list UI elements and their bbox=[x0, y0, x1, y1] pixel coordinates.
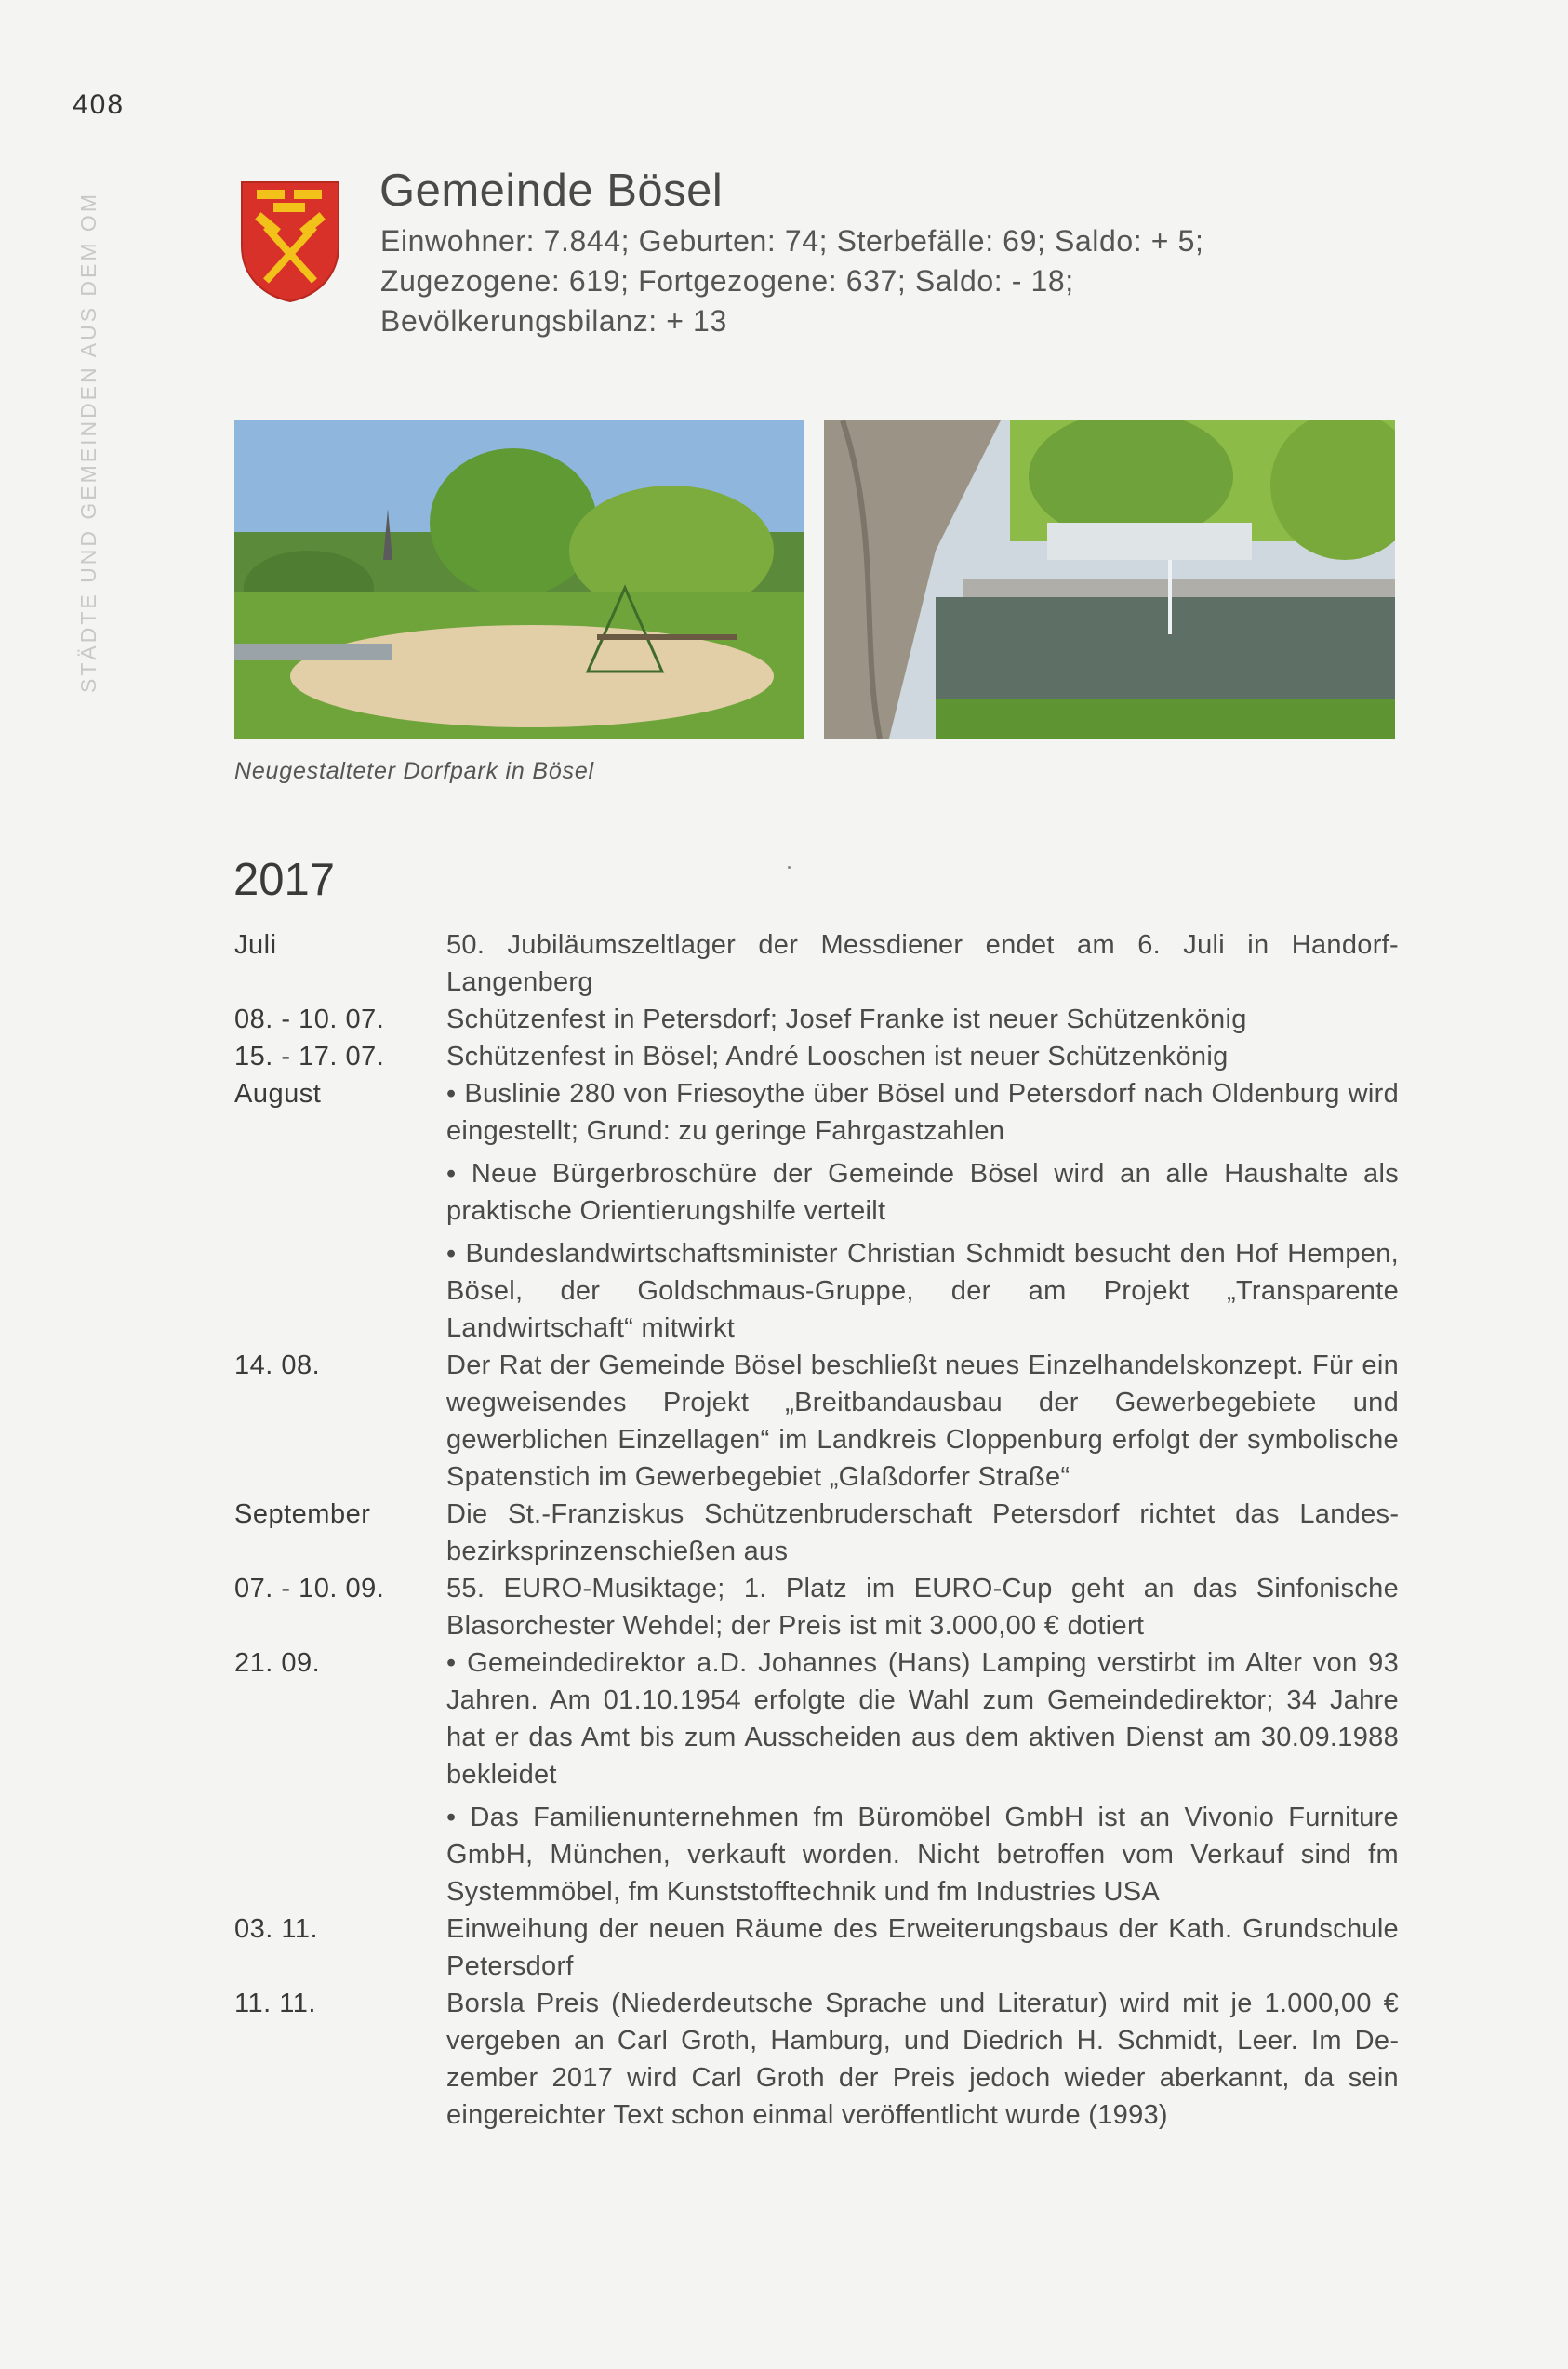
chronicle-entry bbox=[234, 1985, 1399, 2134]
entry-text: Schützenfest in Bösel; André Looschen ist neuer Schützenkönig bbox=[446, 1042, 1229, 1071]
entry-text: • Bundeslandwirtschaftsminister Christian Schmidt besucht den Hof Hempen, Bösel, der Goldschmaus-Gruppe, der am Projekt „Transparente Landwirtschaft“ mitwirkt bbox=[446, 1239, 1399, 1343]
coat-of-arms-logo bbox=[240, 180, 340, 303]
park-playground-photo bbox=[234, 420, 804, 739]
entry-texts bbox=[446, 1001, 1399, 1038]
entry-text: 55. EURO-Musiktage; 1. Platz im EURO-Cup geht an das Sinfonische Blasorchester Wehdel; der Preis ist mit 3.000,00 € dotiert bbox=[446, 1574, 1399, 1641]
stats-line-2: Zugezogene: 619; Fortgezogene: 637; Saldo: - 18; bbox=[380, 264, 1074, 298]
chronicle-entry bbox=[234, 1570, 1399, 1644]
entry-date: 11. 11. bbox=[234, 1989, 316, 2018]
chronicle-entry bbox=[234, 1038, 1399, 1075]
page-title: Gemeinde Bösel bbox=[379, 166, 724, 216]
year-heading: 2017 bbox=[233, 855, 336, 905]
entry-date: 08. - 10. 07. bbox=[234, 1005, 385, 1034]
entry-texts bbox=[446, 1910, 1399, 1985]
chronicle-entry bbox=[234, 1001, 1399, 1038]
entry-texts bbox=[446, 926, 1399, 1001]
entry-text: Der Rat der Gemeinde Bösel beschließt neues Einzelhandelskonzept. Für ein wegweisendes Projekt „Breitbandausbau der Gewerbegebiete und gewerblichen Einzellagen“ im Landkreis Cloppenburg erfolgt der symbolische Spatenstich im Gewerbegebiet „Glaßdorfer Straße“ bbox=[446, 1351, 1399, 1492]
entry-date: September bbox=[234, 1499, 371, 1529]
chronicle-entry bbox=[234, 1347, 1399, 1496]
entry-text: Die St.-Franziskus Schützenbruderschaft Petersdorf richtet das Landesbezirksprinzenschießen aus bbox=[446, 1499, 1399, 1566]
entry-date: 07. - 10. 09. bbox=[234, 1574, 385, 1604]
chronicle-entry bbox=[234, 1644, 1399, 1910]
entry-date: 21. 09. bbox=[234, 1648, 321, 1678]
entry-date: August bbox=[234, 1079, 322, 1109]
chronicle-entry bbox=[234, 1496, 1399, 1570]
entry-texts bbox=[446, 1644, 1399, 1910]
entry-text: • Gemeindedirektor a.D. Johannes (Hans) Lamping verstirbt im Alter von 93 Jahren. Am 01.10.1954 erfolgte die Wahl zum Gemeindedirektor; 34 Jahre hat er das Amt bis zum Ausscheiden aus dem aktiven Dienst am 30.09.1988 bekleidet bbox=[446, 1648, 1399, 1790]
entry-texts bbox=[446, 1570, 1399, 1644]
section-side-caption: STÄDTE UND GEMEINDEN AUS DEM OM bbox=[76, 192, 100, 693]
entry-text: 50. Jubiläumszeltlager der Messdiener endet am 6. Juli in Handorf-Langenberg bbox=[446, 930, 1399, 997]
entry-texts bbox=[446, 1038, 1399, 1075]
entry-texts bbox=[446, 1347, 1399, 1496]
photo-caption: Neugestalteter Dorfpark in Bösel bbox=[234, 758, 594, 784]
chronicle-entry bbox=[234, 1910, 1399, 1985]
entry-text: • Das Familienunternehmen fm Büromöbel GmbH ist an Vivonio Furniture GmbH, München, verkauft worden. Nicht betroffen vom Verkauf sind fm Systemmöbel, fm Kunststofftechnik und fm Industries USA bbox=[446, 1803, 1399, 1907]
entry-texts bbox=[446, 1496, 1399, 1570]
entry-text: • Buslinie 280 von Friesoythe über Bösel und Petersdorf nach Oldenburg wird eingestellt; Grund: zu geringe Fahrgastzahlen bbox=[446, 1079, 1399, 1146]
entry-date: 14. 08. bbox=[234, 1351, 321, 1380]
entry-text: • Neue Bürgerbroschüre der Gemeinde Bösel wird an alle Haushalte als praktische Orientierungshilfe verteilt bbox=[446, 1159, 1399, 1226]
entry-text: Schützenfest in Petersdorf; Josef Franke ist neuer Schützenkönig bbox=[446, 1005, 1247, 1034]
chronicle-entry bbox=[234, 926, 1399, 1001]
park-pond-photo bbox=[824, 420, 1395, 739]
stats-line-1: Einwohner: 7.844; Geburten: 74; Sterbefälle: 69; Saldo: + 5; bbox=[380, 224, 1204, 258]
chronicle-list bbox=[234, 926, 1399, 2134]
entry-text: Einweihung der neuen Räume des Erweiterungsbaus der Kath. Grundschule Petersdorf bbox=[446, 1914, 1399, 1981]
stats-line-3: Bevölkerungsbilanz: + 13 bbox=[380, 304, 727, 338]
entry-texts bbox=[446, 1985, 1399, 2134]
entry-texts bbox=[446, 1075, 1399, 1347]
entry-date: 15. - 17. 07. bbox=[234, 1042, 385, 1071]
chronicle-entry bbox=[234, 1075, 1399, 1347]
scan-speck bbox=[788, 866, 791, 869]
entry-text: Borsla Preis (Niederdeutsche Sprache und Literatur) wird mit je 1.000,00 € vergeben an Carl Groth, Hamburg, und Diedrich H. Schmidt, Leer. Im Dezember 2017 wird Carl Groth der Preis jedoch wieder aberkannt, da sein eingereichter Text schon einmal veröffentlicht wurde (1993) bbox=[446, 1989, 1399, 2130]
page-number: 408 bbox=[73, 89, 126, 120]
population-stats bbox=[380, 221, 1348, 341]
entry-date: Juli bbox=[234, 930, 277, 960]
entry-date: 03. 11. bbox=[234, 1914, 319, 1944]
